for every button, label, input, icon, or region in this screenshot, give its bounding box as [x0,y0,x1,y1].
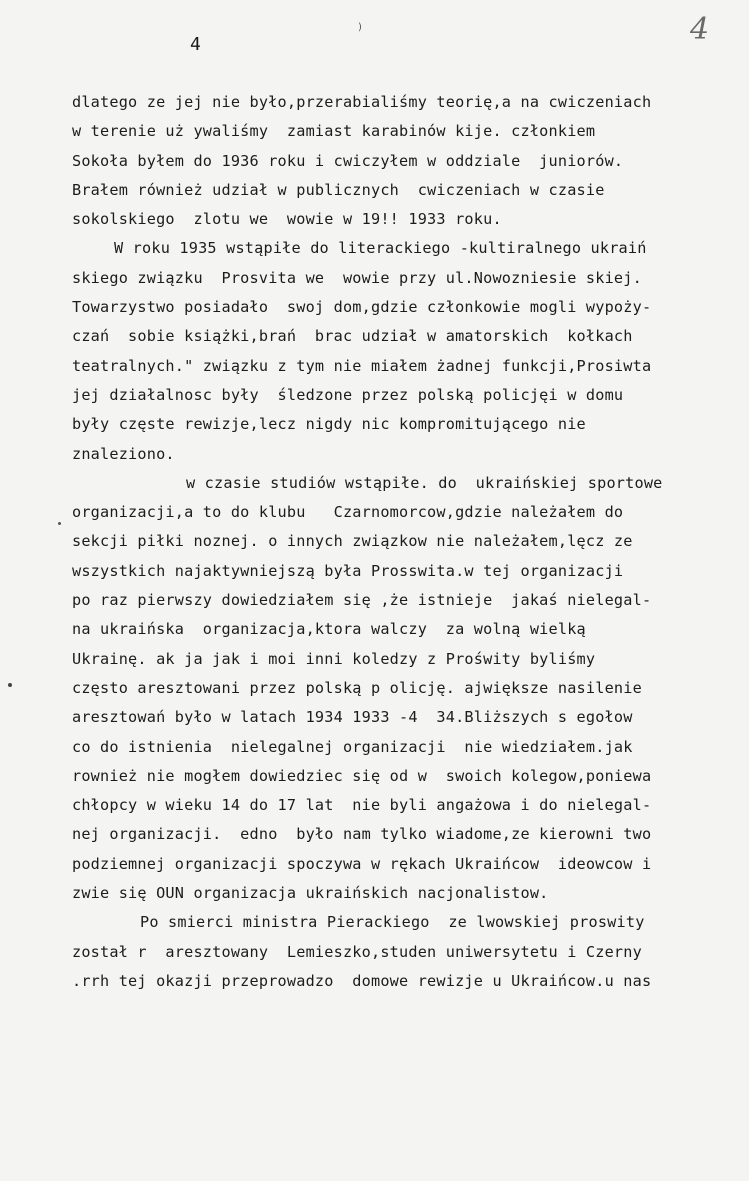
text-line: organizacji,a to do klubu Czarnomorcow,gdzie należałem do [72,503,624,522]
page-number: 4 [190,34,201,55]
text-line: Brałem również udział w publicznych cwiczeniach w czasie [72,180,605,199]
text-line: Po smierci ministra Pierackiego ze lwowskiej proswity [140,913,645,932]
text-line: wszystkich najaktywniejszą była Prosswita.w tej organizacji [72,561,624,580]
text-line: .rrh tej okazji przeprowadzo domowe rewizje u Ukraińcow.u nas [72,971,652,990]
text-line: sekcji piłki noznej. o innych związkow nie należałem,lęcz ze [72,532,633,551]
text-line: aresztowań było w latach 1934 1933 -4 34.Bliższych s egołow [72,708,633,727]
margin-dot [58,522,61,525]
text-line: nej organizacji. edno było nam tylko wiadome,ze kierowni two [72,825,652,844]
text-line: często aresztowani przez polską p olicję. ajwiększe nasilenie [72,678,642,697]
text-line: w terenie uż ywaliśmy zamiast karabinów kije. członkiem [72,122,596,141]
text-line: Towarzystwo posiadało swoj dom,gdzie członkowie mogli wypoży- [72,298,652,317]
text-line: podziemnej organizacji spoczywa w rękach Ukraińcow ideowcow i [72,854,652,873]
typewritten-text-body [0,88,749,996]
text-line: były częste rewizje,lecz nigdy nic kompromitującego nie [72,415,586,434]
text-line: znaleziono. [72,444,175,463]
text-line: sokolskiego zlotu we wowie w 19!! 1933 roku. [72,210,502,229]
text-line: na ukraińska organizacja,ktora walczy za wolną wielką [72,620,586,639]
text-line: dlatego ze jej nie było,przerabialiśmy teorię,a na cwiczeniach [72,93,652,111]
text-line: w czasie studiów wstąpiłe. do ukraińskiej sportowe [186,473,663,492]
text-line: rownież nie mogłem dowiedziec się od w swoich kolegow,poniewa [72,766,652,785]
handwritten-page-mark: 4 [690,12,710,47]
text-line: jej działalnosc były śledzone przez polską policjęi w domu [72,385,624,404]
text-line: W roku 1935 wstąpiłe do literackiego -kultiralnego ukraiń [114,239,647,258]
text-line: zwie się OUN organizacja ukraińskich nacjonalistow. [72,884,549,903]
text-line: skiego związku Prosvita we wowie przy ul.Nowozniesie skiej. [72,268,642,287]
text-line: Ukrainę. ak ja jak i moi inni koledzy z Proświty byliśmy [72,649,596,668]
text-line: po raz pierwszy dowiedziałem się ,że istnieje jakaś nielegal- [72,591,652,610]
text-line: co do istnienia nielegalnej organizacji nie wiedziałem.jak [72,737,633,756]
text-line: chłopcy w wieku 14 do 17 lat nie byli angażowa i do nielegal- [72,796,652,815]
text-line: Sokoła byłem do 1936 roku i cwiczyłem w oddziale juniorów. [72,151,624,170]
text-line: teatralnych." związku z tym nie miałem żadnej funkcji,Prosiwta [72,356,652,375]
text-line: został r aresztowany Lemieszko,studen uniwersytetu i Czerny [72,942,642,961]
margin-tick: ) [358,22,362,33]
text-line: czań sobie książki,brań brac udział w amatorskich kołkach [72,327,633,346]
margin-dot [8,683,12,687]
